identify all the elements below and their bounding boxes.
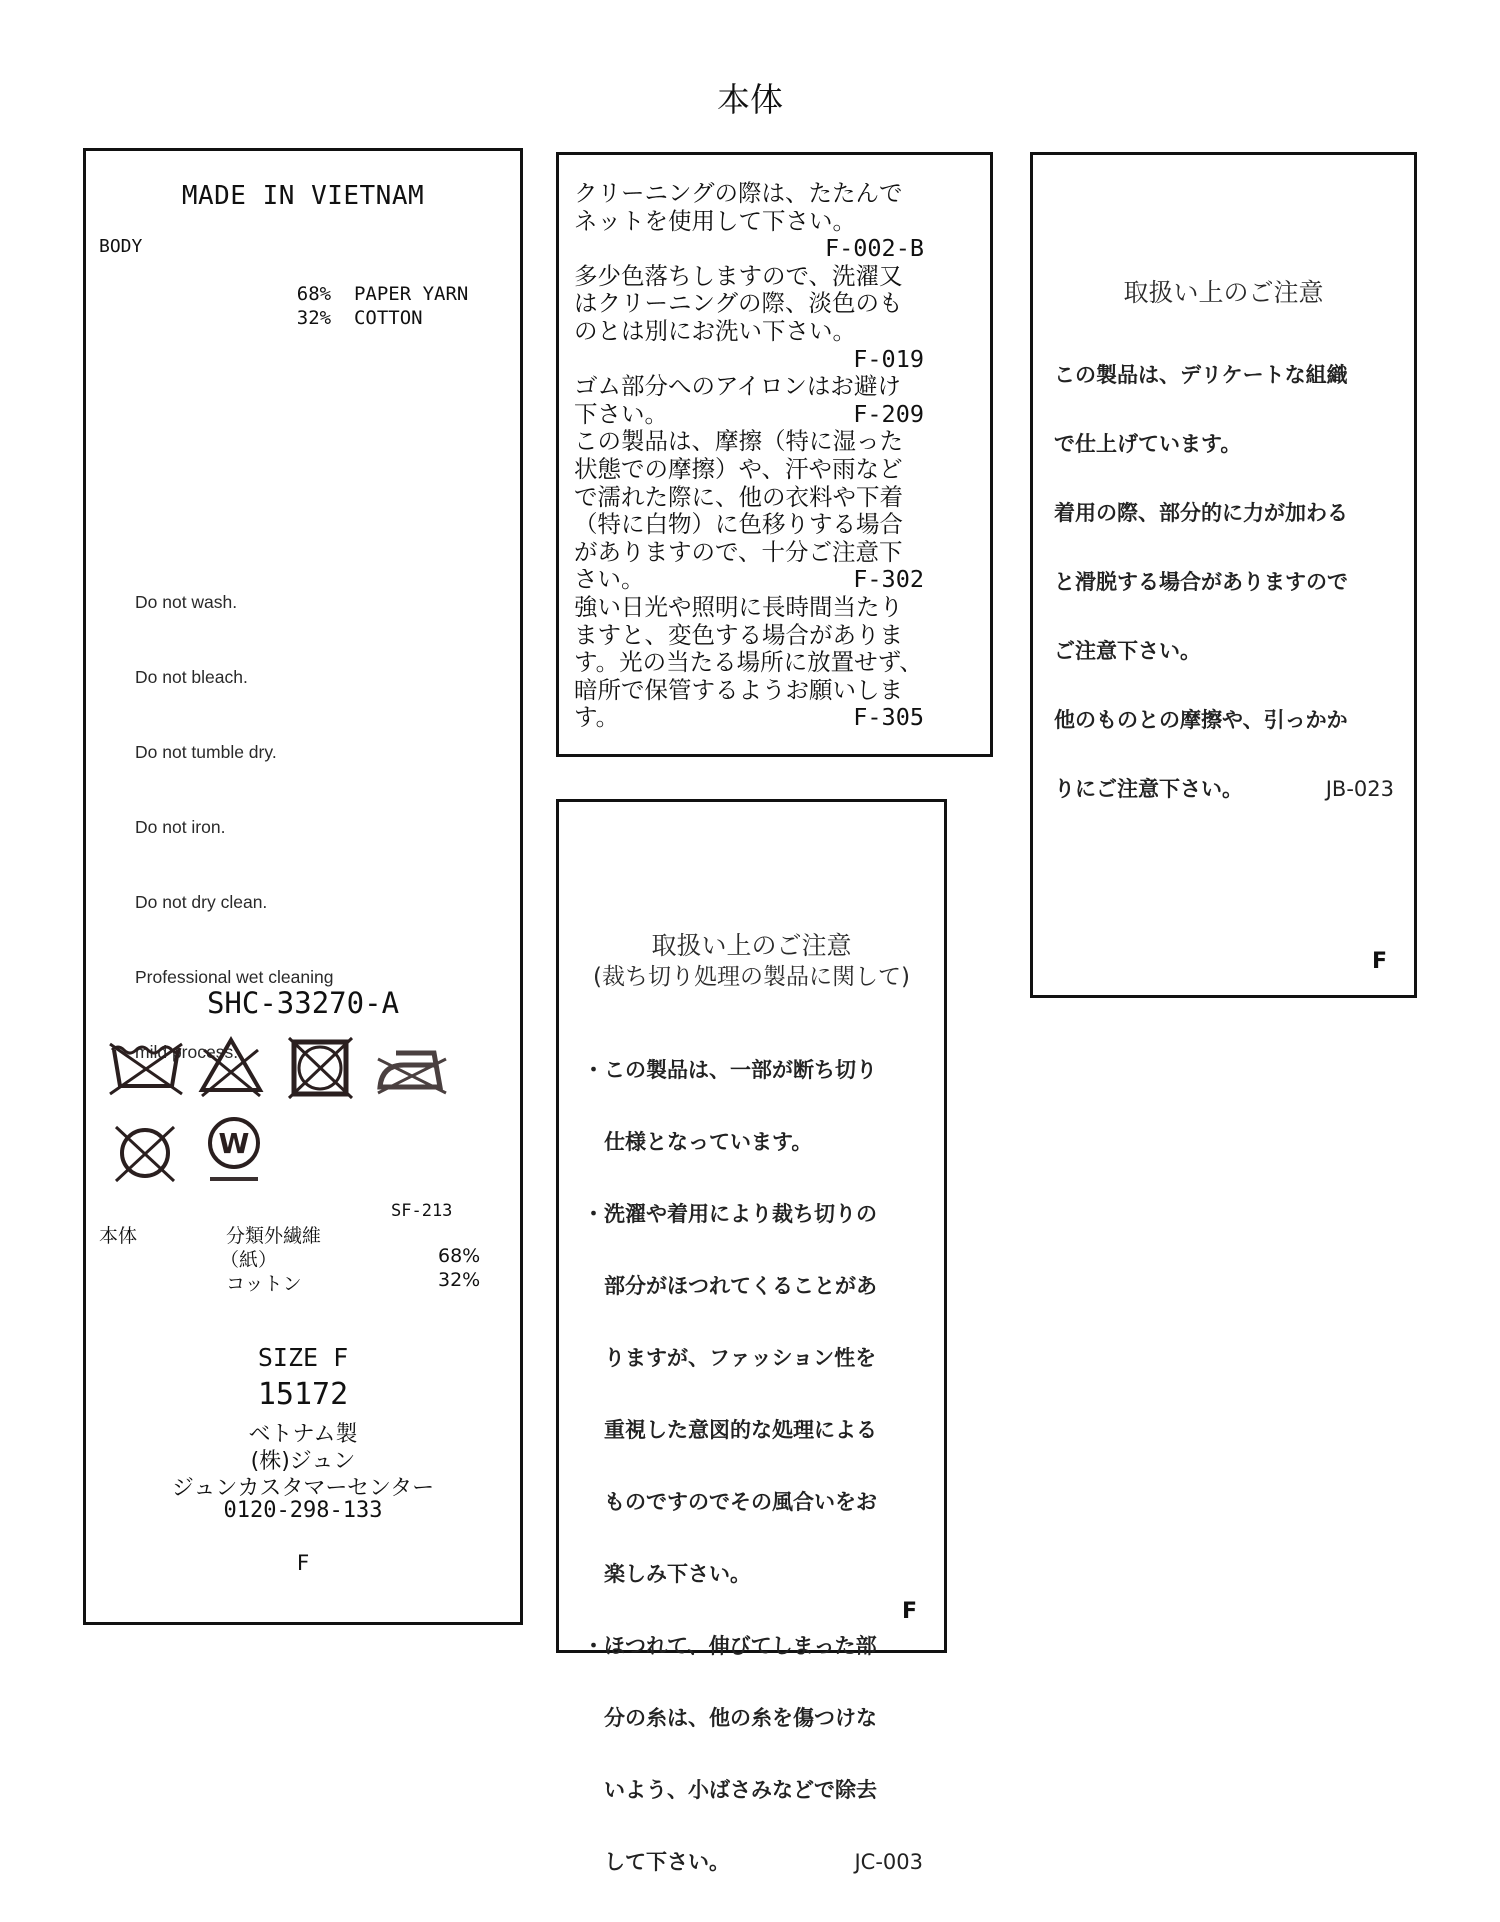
- note-line: クリーニングの際は、たたんで: [574, 179, 903, 207]
- origin-text: MADE IN VIETNAM: [181, 181, 425, 211]
- company-name: (株)ジュン: [250, 1449, 356, 1474]
- note-line: 状態での摩擦）や、汗や雨など: [574, 454, 903, 483]
- size-marker: F: [296, 1551, 310, 1575]
- svg-text:W: W: [218, 1127, 250, 1160]
- support-center: ジュンカスタマーセンター: [171, 1476, 435, 1501]
- note-code: F-019: [853, 344, 924, 373]
- composition-part: 本体: [99, 1225, 138, 1247]
- delicate-label: [1030, 152, 1417, 998]
- professional-wet-clean-mild-icon: [204, 1113, 264, 1185]
- do-not-tumble-dry-icon: [286, 1036, 356, 1100]
- body-label: BODY: [99, 236, 143, 257]
- note-line: で仕上げています。: [1054, 432, 1242, 456]
- note-line-with-code: [574, 401, 924, 429]
- composition-material: PAPER YARN: [353, 283, 469, 305]
- note-code: F-302: [853, 565, 924, 594]
- composition-percent: 32%: [296, 307, 332, 329]
- care-notes: [574, 180, 924, 732]
- note-line: 他のものとの摩擦や、引っかか: [1054, 708, 1348, 732]
- note-line-with-code: [583, 1850, 923, 1874]
- note-line: （特に白物）に色移りする場合: [574, 510, 903, 539]
- note-line: 着用の際、部分的に力が加わる: [1054, 501, 1348, 525]
- note-line: ものですのでその風合いをお: [583, 1490, 877, 1514]
- do-not-dry-clean-icon: [112, 1121, 178, 1185]
- note-line: はクリーニングの際、淡色のも: [574, 289, 903, 318]
- care-line: Do not wash.: [135, 592, 238, 612]
- note-line: ご注意下さい。: [1054, 639, 1201, 663]
- note-line: で濡れた際に、他の衣料や下着: [574, 482, 903, 511]
- note-line: この製品は、摩擦（特に湿った: [574, 427, 903, 456]
- note-line: す。光の当たる場所に放置せず、: [574, 648, 923, 677]
- note-code: JB-023: [1325, 777, 1394, 801]
- size-marker: F: [901, 1599, 917, 1624]
- composition-jp-percent: 68%: [438, 1245, 481, 1267]
- raw-edge-notes: [583, 1010, 923, 1922]
- size-marker: F: [1371, 949, 1387, 974]
- care-line: mild process.: [135, 1042, 239, 1062]
- note-line: ゴム部分へのアイロンはお避け: [574, 372, 901, 401]
- do-not-wash-icon: [106, 1036, 186, 1098]
- note-line: この製品は、デリケートな組織: [1054, 363, 1348, 387]
- composition-percent: 68%: [296, 283, 332, 305]
- note-line: と滑脱する場合がありますので: [1054, 570, 1348, 594]
- delicate-notes: [1054, 318, 1394, 847]
- note-line: 楽しみ下さい。: [583, 1562, 751, 1586]
- note-line: ますと、変色する場合がありま: [574, 620, 903, 649]
- size-label: SIZE F: [257, 1343, 349, 1372]
- do-not-iron-icon: [374, 1041, 454, 1097]
- note-line: 強い日光や照明に長時間当たり: [574, 592, 903, 621]
- note-code: F-002-B: [824, 234, 924, 263]
- composition-jp-percent: 32%: [438, 1269, 481, 1291]
- note-line: のとは別にお洗い下さい。: [574, 316, 856, 345]
- composition-jp-material: 分類外繊維: [226, 1225, 322, 1247]
- note-line: 多少色落ちしますので、洗濯又: [574, 261, 903, 290]
- product-code: 15172: [257, 1377, 349, 1412]
- care-notes-label: [556, 152, 993, 757]
- note-line: 部分がほつれてくることがあ: [583, 1274, 877, 1298]
- care-line: Do not tumble dry.: [135, 742, 277, 762]
- made-in-jp: ベトナム製: [248, 1422, 358, 1447]
- note-code: F-209: [853, 399, 924, 428]
- care-line: Do not bleach.: [135, 667, 248, 687]
- composition-material: COTTON: [353, 307, 423, 329]
- care-line: Professional wet cleaning: [135, 967, 334, 987]
- note-line: 暗所で保管するようお願いしま: [574, 675, 903, 704]
- note-line-with-code: [574, 704, 924, 732]
- main-label: [83, 148, 523, 1625]
- care-line: Do not iron.: [135, 817, 226, 837]
- note-line: 下さい。: [574, 399, 668, 428]
- note-line: す。: [574, 703, 620, 732]
- style-number: SHC-33270-A: [206, 986, 400, 1020]
- note-line: りにご注意下さい。: [1054, 777, 1243, 801]
- note-code: JC-003: [854, 1850, 923, 1874]
- note-line: 重視した意図的な処理による: [583, 1418, 877, 1442]
- composition-jp-material: コットン: [226, 1273, 302, 1295]
- note-line-with-code: [1054, 778, 1394, 801]
- note-code: F-305: [853, 703, 924, 732]
- note-line: ネットを使用して下さい。: [574, 206, 856, 235]
- raw-edge-subheading: (裁ち切り処理の製品に関して): [593, 964, 910, 990]
- note-line: さい。: [574, 565, 645, 594]
- page-title: 本体: [717, 80, 783, 119]
- symbol-code: SF-213: [391, 1201, 453, 1221]
- raw-edge-heading: 取扱い上のご注意: [651, 931, 852, 960]
- delicate-heading: 取扱い上のご注意: [1123, 278, 1324, 307]
- composition-jp-material: （紙）: [220, 1249, 278, 1271]
- care-instructions-en: [135, 540, 333, 1115]
- composition-row: [251, 285, 423, 351]
- phone-number: 0120-298-133: [223, 1498, 383, 1523]
- note-line: ・この製品は、一部が断ち切り: [583, 1058, 877, 1082]
- care-line: Do not dry clean.: [135, 892, 268, 912]
- note-line: 分の糸は、他の糸を傷つけな: [583, 1706, 877, 1730]
- note-line-with-code: [574, 566, 924, 594]
- note-line: がありますので、十分ご注意下: [574, 537, 903, 566]
- note-line: して下さい。: [583, 1850, 730, 1874]
- note-line: ・洗濯や着用により裁ち切りの: [583, 1202, 877, 1226]
- note-line: りますが、ファッション性を: [583, 1346, 877, 1370]
- note-line: 仕様となっています。: [583, 1130, 813, 1154]
- do-not-bleach-icon: [196, 1036, 266, 1098]
- raw-edge-label: [556, 799, 947, 1874]
- note-line: ・ほつれて、伸びてしまった部: [583, 1634, 877, 1658]
- note-line: いよう、小ばさみなどで除去: [583, 1778, 877, 1802]
